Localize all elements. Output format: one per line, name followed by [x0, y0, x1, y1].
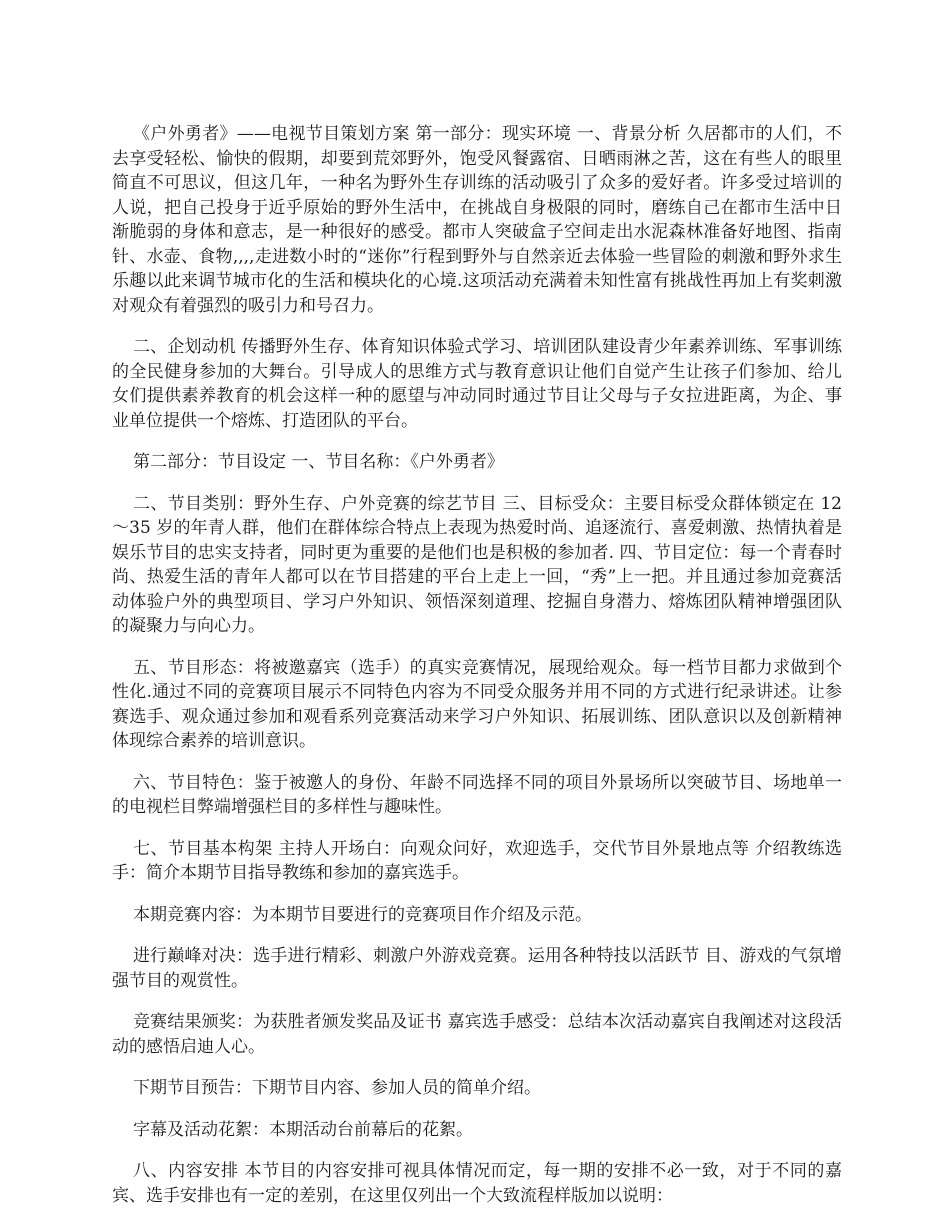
paragraph-background-analysis: 《户外勇者》——电视节目策划方案 第一部分：现实环境 一、背景分析 久居都市的人们，不去享受轻松、愉快的假期，却要到荒郊野外，饱受风餐露宿、日晒雨淋之苦，这在有些人的眼里简直不可思议，但这几年，一种名为野外生存训练的活动吸引了众多的爱好者。许多受过培训的人说，把自己投身于近乎原始的野外生活中，在挑战自身极限的同时，磨练自己在都市生活中日渐脆弱的身体和意志，是一种很好的感受。都市人突破盒子空间走出水泥森林准备好地图、指南针、水壶、食物,,,,走进数小时的“迷你”行程到野外与自然亲近去体验一些冒险的刺激和野外求生乐趣以此来调节城市化的生活和模块化的心境.这项活动充满着未知性富有挑战性再加上有奖刺激对观众有着强烈的吸引力和号召力。	[112, 124, 842, 316]
paragraph-captions-highlights: 字幕及活动花絮：本期活动台前幕后的花絮。	[133, 1119, 473, 1140]
paragraph-competition-content: 本期竞赛内容：为本期节目要进行的竞赛项目作介绍及示范。	[133, 904, 592, 925]
paragraph-program-setting: 第二部分：节目设定 一、节目名称：《户外勇者》	[133, 452, 504, 472]
paragraph-program-form: 五、节目形态：将被邀嘉宾（选手）的真实竞赛情况，展现给观众。每一档节目都力求做到个性化.通过不同的竞赛项目展示不同特色内容为不同受众服务并用不同的方式进行纪录讲述。让参赛选手、观众通过参加和观看系列竞赛活动来学习户外知识、拓展训练、团队意识以及创新精神体现综合素养的培训意识。	[112, 657, 842, 751]
paragraph-content-arrangement: 八、内容安排 本节目的内容安排可视具体情况而定，每一期的安排不必一致，对于不同的嘉宾、选手安排也有一定的差别，在这里仅列出一个大致流程样版加以说明：	[112, 1161, 842, 1206]
paragraph-basic-structure: 七、节目基本构架 主持人开场白：向观众问好，欢迎选手，交代节目外景地点等 介绍教练选手：简介本期节目指导教练和参加的嘉宾选手。	[112, 838, 842, 883]
document-body	[112, 122, 842, 1225]
paragraph-program-category: 二、节目类别：野外生存、户外竞赛的综艺节目 三、目标受众：主要目标受众群体锁定在 12～35 岁的年青人群，他们在群体综合特点上表现为热爱时尚、追逐流行、喜爱刺激、热情执着是娱乐节目的忠实支持者，同时更为重要的是他们也是积极的参加者. 四、节目定位：每一个青春时尚、热爱生活的青年人都可以在节目搭建的平台上走上一回，“秀”上一把。并且通过参加竞赛活动体验户外的典型项目、学习户外知识、领悟深刻道理、挖掘自身潜力、熔炼团队精神增强团队的凝聚力与向心力。	[112, 493, 842, 636]
paragraph-program-features: 六、节目特色：鉴于被邀人的身份、年龄不同选择不同的项目外景场所以突破节目、场地单一的电视栏目弊端增强栏目的多样性与趣味性。	[112, 772, 842, 817]
paragraph-awards: 竞赛结果颁奖：为获胜者颁发奖品及证书 嘉宾选手感受：总结本次活动嘉宾自我阐述对这段活动的感悟启迪人心。	[112, 1012, 842, 1057]
paragraph-planning-motivation: 二、企划动机 传播野外生存、体育知识体验式学习、培训团队建设青少年素养训练、军事训练的全民健身参加的大舞台。引导成人的思维方式与教育意识让他们自觉产生让孩子们参加、给儿女们提供素养教育的机会这样一种的愿望与冲动同时通过节目让父母与子女拉进距离，为企、事业单位提供一个熔炼、打造团队的平台。	[112, 337, 842, 431]
paragraph-peak-duel: 进行巅峰对决：选手进行精彩、刺激户外游戏竞赛。运用各种特技以活跃节 目、游戏的气氛增强节目的观赏性。	[112, 946, 842, 991]
paragraph-next-preview: 下期节目预告：下期节目内容、参加人员的简单介绍。	[133, 1078, 541, 1098]
